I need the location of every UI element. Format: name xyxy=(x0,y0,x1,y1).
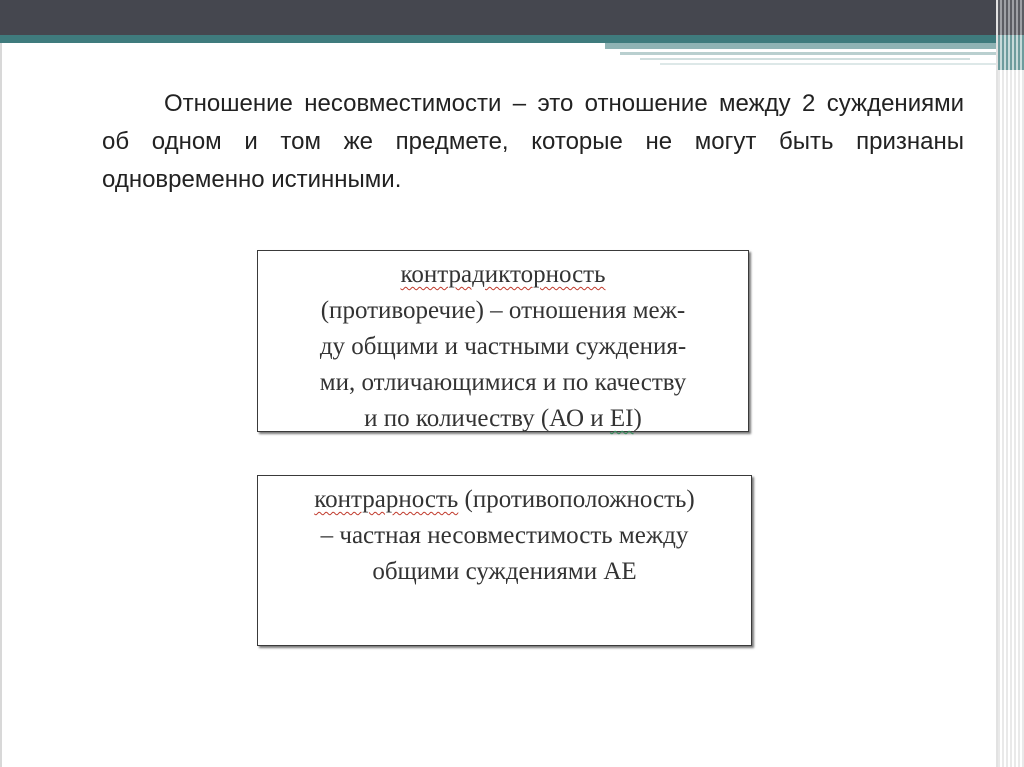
right-page-stripes-teal xyxy=(998,35,1024,70)
box1-line: ми, отличающимися и по качеству xyxy=(319,369,687,396)
box1-line: ду общими и частными суждения- xyxy=(319,333,687,360)
contradictory-definition-box xyxy=(257,250,749,432)
box1-line: (противоречие) – отношения меж- xyxy=(320,297,686,324)
box2-term-line xyxy=(266,482,743,518)
header-accent-bar xyxy=(0,35,1000,43)
header-decor-line xyxy=(660,63,1000,65)
slide-left-border xyxy=(0,0,2,767)
box1-last-prefix: и по количеству (АО и xyxy=(364,405,610,432)
contradictory-term: контрадикторность xyxy=(400,261,606,288)
contrary-definition-box xyxy=(257,475,752,646)
box1-last-line xyxy=(266,401,740,437)
box1-term-line xyxy=(266,257,740,293)
box2-line: – частная несовместимость между xyxy=(320,522,689,549)
header-decor-line xyxy=(620,52,1000,55)
box1-ei-label: EI xyxy=(609,405,634,432)
header-accent-stripe xyxy=(605,43,1000,49)
header-decor-line xyxy=(640,58,970,60)
box1-last-suffix: ) xyxy=(633,405,642,432)
intro-paragraph: Отношение несовместимости – это отношение между 2 суждениями об одном и том же предмете, которые не могут быть признаны одновременно истинными. xyxy=(102,90,964,193)
contrary-term: контрарность xyxy=(314,486,459,513)
right-page-stripes xyxy=(998,0,1024,767)
header-bar xyxy=(0,0,1024,35)
box2-line: общими суждениями АЕ xyxy=(372,558,637,585)
box2-term-rest: (противоположность) xyxy=(458,486,695,513)
